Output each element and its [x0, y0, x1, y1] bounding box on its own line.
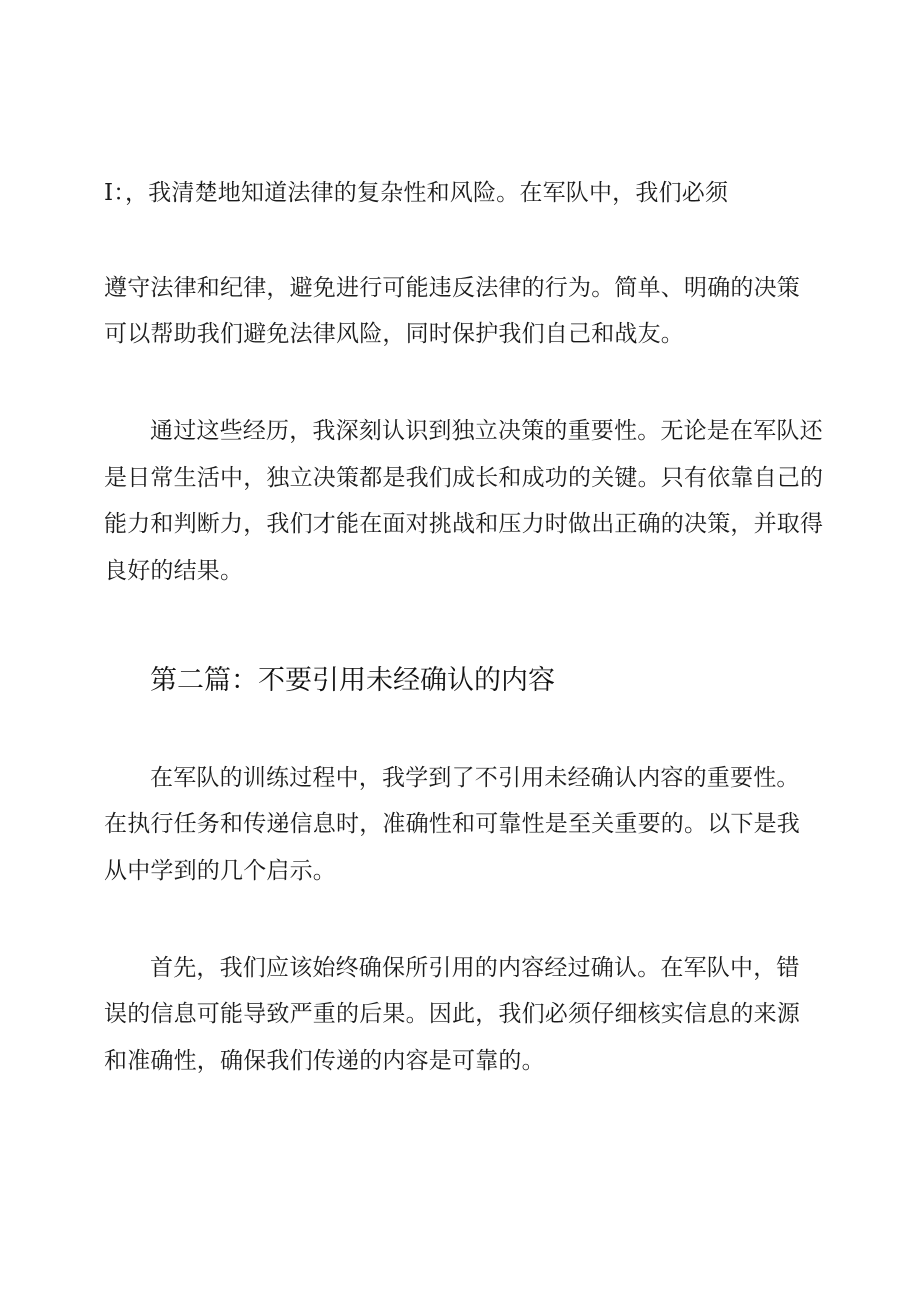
- paragraph-4-line-3: 从中学到的几个启示。: [104, 858, 336, 884]
- paragraph-3-line-4: 良好的结果。: [104, 558, 244, 584]
- paragraph-3-line-2: 是日常生活中，独立决策都是我们成长和成功的关键。只有依靠自己的: [104, 465, 824, 491]
- paragraph-4-line-2: 在执行任务和传递信息时，准确性和可靠性是至关重要的。以下是我: [104, 811, 800, 837]
- paragraph-3-line-3: 能力和判断力，我们才能在面对挑战和压力时做出正确的决策，并取得: [104, 511, 824, 537]
- section-heading: 第二篇：不要引用未经确认的内容: [150, 665, 555, 696]
- paragraph-5-line-3: 和准确性，确保我们传递的内容是可靠的。: [104, 1048, 545, 1074]
- paragraph-2-line-2: 可以帮助我们避免法律风险，同时保护我们自己和战友。: [104, 321, 684, 347]
- paragraph-4-line-1: 在军队的训练过程中，我学到了不引用未经确认内容的重要性。: [150, 765, 800, 791]
- paragraph-2-line-1: 遵守法律和纪律，避免进行可能违反法律的行为。简单、明确的决策: [104, 275, 800, 301]
- paragraph-5-line-1: 首先，我们应该始终确保所引用的内容经过确认。在军队中，错: [150, 955, 800, 981]
- paragraph-1-line-1: I：，我清楚地知道法律的复杂性和风险。在军队中，我们必须: [104, 180, 729, 206]
- paragraph-5-line-2: 误的信息可能导致严重的后果。因此，我们必须仔细核实信息的来源: [104, 1001, 800, 1027]
- paragraph-3-line-1: 通过这些经历，我深刻认识到独立决策的重要性。无论是在军队还: [150, 418, 823, 444]
